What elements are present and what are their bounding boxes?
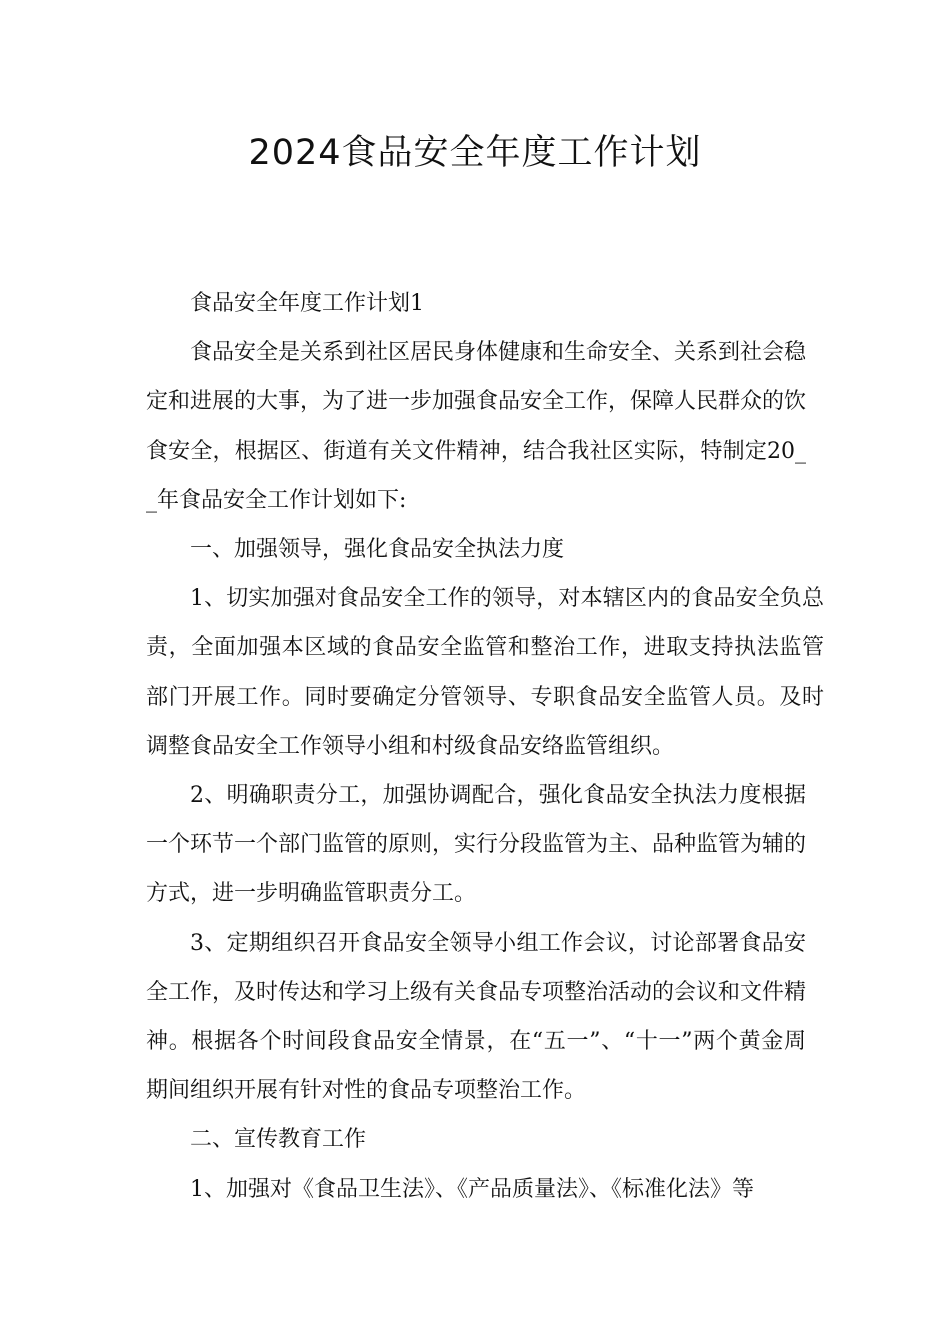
- document-title: 2024食品安全年度工作计划: [248, 133, 702, 173]
- paragraph-item-3: 3、定期组织召开食品安全领导小组工作会议，讨论部署食品安全工作，及时传达和学习上级有关食品专项整治活动的会议和文件精神。根据各个时间段食品安全情景，在“五一”、“十一”两个黄金周期间组织开展有针对性的食品专项整治工作。: [146, 930, 807, 1104]
- paragraph-intro: 食品安全是关系到社区居民身体健康和生命安全、关系到社会稳定和进展的大事，为了进一步加强食品安全工作，保障人民群众的饮食安全，根据区、街道有关文件精神，结合我社区实际，特制定20__年食品安全工作计划如下:: [146, 340, 807, 513]
- paragraph-plan-heading: 食品安全年度工作计划1: [190, 291, 424, 316]
- document-body: [146, 279, 826, 1214]
- paragraph-item-1: 1、切实加强对食品安全工作的领导，对本辖区内的食品安全负总责，全面加强本区域的食品安全监管和整治工作，进取支持执法监管部门开展工作。同时要确定分管领导、专职食品安全监管人员。及时调整食品安全工作领导小组和村级食品安络监管组织。: [146, 586, 824, 759]
- paragraph-education-item-1: 1、加强对《食品卫生法》、《产品质量法》、《标准化法》等: [190, 1176, 754, 1202]
- paragraph-item-2: 2、明确职责分工，加强协调配合，强化食品安全执法力度根据一个环节一个部门监管的原则，实行分段监管为主、品种监管为辅的方式，进一步明确监管职责分工。: [146, 783, 807, 907]
- section-heading-education: 二、宣传教育工作: [190, 1127, 367, 1153]
- section-heading-leadership: 一、加强领导，强化食品安全执法力度: [190, 537, 565, 563]
